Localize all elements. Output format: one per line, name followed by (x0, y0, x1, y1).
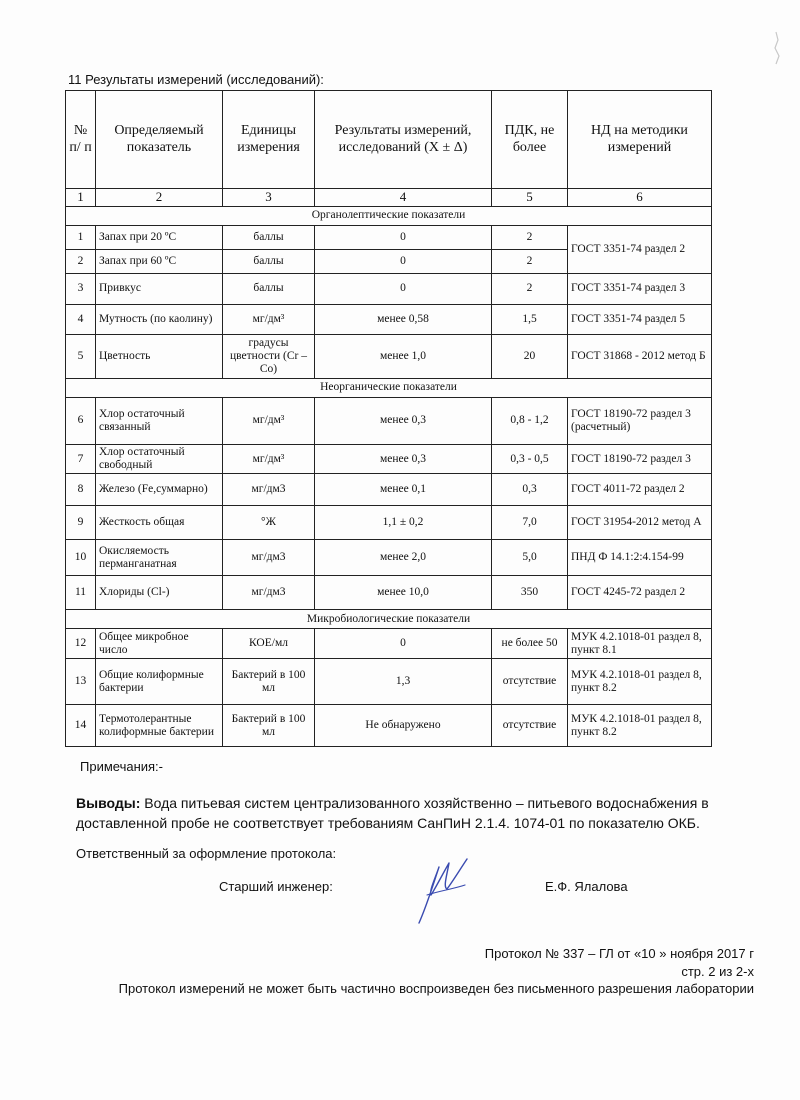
group-header-row (66, 378, 712, 397)
method-cell: МУК 4.2.1018-01 раздел 8, пункт 8.2 (568, 659, 712, 705)
responsible-label: Ответственный за оформление протокола: (76, 846, 337, 861)
result-cell: 0 (315, 225, 492, 249)
unit-cell: мг/дм3 (223, 540, 315, 576)
indicator-name: Общие колиформные бактерии (96, 659, 223, 705)
column-number: 6 (568, 189, 712, 207)
header-cell: Результаты измерений, исследований (X ± Δ) (315, 91, 492, 189)
pdk-cell: отсутствие (492, 705, 568, 747)
method-cell: ГОСТ 18190-72 раздел 3 (расчетный) (568, 397, 712, 444)
column-number-row (66, 189, 712, 207)
scan-artifact-icon (770, 30, 784, 66)
result-cell: 0 (315, 629, 492, 659)
result-cell: менее 0,1 (315, 474, 492, 506)
table-row (66, 273, 712, 304)
group-title: Микробиологические показатели (66, 610, 712, 629)
conclusion (76, 793, 726, 834)
notes-label: Примечания:- (80, 759, 163, 774)
indicator-name: Хлор остаточный свободный (96, 444, 223, 473)
unit-cell: °Ж (223, 506, 315, 540)
result-cell: 1,1 ± 0,2 (315, 506, 492, 540)
result-cell: менее 2,0 (315, 540, 492, 576)
group-title: Неорганические показатели (66, 378, 712, 397)
table-row (66, 629, 712, 659)
row-number: 12 (66, 629, 96, 659)
method-cell: МУК 4.2.1018-01 раздел 8, пункт 8.2 (568, 705, 712, 747)
result-cell: менее 0,58 (315, 304, 492, 334)
result-cell: Не обнаружено (315, 705, 492, 747)
conclusion-label: Выводы: (76, 795, 141, 811)
column-number: 1 (66, 189, 96, 207)
indicator-name: Мутность (по каолину) (96, 304, 223, 334)
method-cell: ГОСТ 3351-74 раздел 5 (568, 304, 712, 334)
group-header-row (66, 206, 712, 225)
result-cell: 0 (315, 249, 492, 273)
method-cell: ГОСТ 4245-72 раздел 2 (568, 576, 712, 610)
indicator-name: Окисляемость перманганатная (96, 540, 223, 576)
header-cell: № п/ п (66, 91, 96, 189)
row-number: 1 (66, 225, 96, 249)
header-cell: НД на методики измерений (568, 91, 712, 189)
results-table (65, 90, 712, 747)
table-row (66, 659, 712, 705)
column-number: 5 (492, 189, 568, 207)
unit-cell: мг/дм3 (223, 576, 315, 610)
unit-cell: мг/дм³ (223, 444, 315, 473)
indicator-name: Запах при 60 ºС (96, 249, 223, 273)
table-row (66, 397, 712, 444)
unit-cell: Бактерий в 100 мл (223, 659, 315, 705)
method-cell: ГОСТ 31868 - 2012 метод Б (568, 334, 712, 378)
row-number: 5 (66, 334, 96, 378)
header-cell: ПДК, не более (492, 91, 568, 189)
row-number: 10 (66, 540, 96, 576)
unit-cell: КОЕ/мл (223, 629, 315, 659)
pdk-cell: 2 (492, 225, 568, 249)
table-row (66, 474, 712, 506)
table-row (66, 304, 712, 334)
group-header-row (66, 610, 712, 629)
result-cell: менее 10,0 (315, 576, 492, 610)
pdk-cell: 0,3 (492, 474, 568, 506)
indicator-name: Железо (Fe,суммарно) (96, 474, 223, 506)
indicator-name: Хлориды (Cl-) (96, 576, 223, 610)
row-number: 11 (66, 576, 96, 610)
indicator-name: Привкус (96, 273, 223, 304)
pdk-cell: 2 (492, 249, 568, 273)
unit-cell: Бактерий в 100 мл (223, 705, 315, 747)
indicator-name: Хлор остаточный связанный (96, 397, 223, 444)
indicator-name: Запах при 20 ºС (96, 225, 223, 249)
unit-cell: мг/дм³ (223, 397, 315, 444)
row-number: 7 (66, 444, 96, 473)
method-cell: МУК 4.2.1018-01 раздел 8, пункт 8.1 (568, 629, 712, 659)
unit-cell: градусы цветности (Cr – Co) (223, 334, 315, 378)
result-cell: менее 1,0 (315, 334, 492, 378)
indicator-name: Цветность (96, 334, 223, 378)
method-cell: ГОСТ 4011-72 раздел 2 (568, 474, 712, 506)
table-row (66, 705, 712, 747)
row-number: 4 (66, 304, 96, 334)
row-number: 9 (66, 506, 96, 540)
result-cell: 0 (315, 273, 492, 304)
signatory-role: Старший инженер: (219, 879, 333, 894)
protocol-number: Протокол № 337 – ГЛ от «10 » ноября 2017 г (484, 946, 754, 961)
row-number: 8 (66, 474, 96, 506)
page-number: стр. 2 из 2-х (681, 963, 754, 979)
header-cell: Определяемый показатель (96, 91, 223, 189)
unit-cell: баллы (223, 273, 315, 304)
pdk-cell: 5,0 (492, 540, 568, 576)
indicator-name: Общее микробное число (96, 629, 223, 659)
signature-image (405, 855, 475, 927)
pdk-cell: отсутствие (492, 659, 568, 705)
table-header-row (66, 91, 712, 189)
disclaimer: Протокол измерений не может быть частично воспроизведен без письменного разрешения лаборатории (118, 981, 754, 997)
pdk-cell: 20 (492, 334, 568, 378)
section-title: 11 Результаты измерений (исследований): (68, 72, 324, 87)
pdk-cell: 0,8 - 1,2 (492, 397, 568, 444)
unit-cell: баллы (223, 225, 315, 249)
unit-cell: баллы (223, 249, 315, 273)
column-number: 4 (315, 189, 492, 207)
method-cell: ПНД Ф 14.1:2:4.154-99 (568, 540, 712, 576)
footer (119, 945, 754, 998)
unit-cell: мг/дм³ (223, 304, 315, 334)
result-cell: 1,3 (315, 659, 492, 705)
header-cell: Единицы измерения (223, 91, 315, 189)
row-number: 14 (66, 705, 96, 747)
pdk-cell: 1,5 (492, 304, 568, 334)
conclusion-text: Вода питьевая систем централизованного хозяйственно – питьевого водоснабжения в доставленной пробе не соответствует требованиям СанПиН 2.1.4. 1074-01 по показателю ОКБ. (76, 795, 709, 832)
table-row (66, 506, 712, 540)
row-number: 3 (66, 273, 96, 304)
row-number: 2 (66, 249, 96, 273)
pdk-cell: 7,0 (492, 506, 568, 540)
pdk-cell: 350 (492, 576, 568, 610)
result-cell: менее 0,3 (315, 397, 492, 444)
column-number: 2 (96, 189, 223, 207)
column-number: 3 (223, 189, 315, 207)
pdk-cell: 0,3 - 0,5 (492, 444, 568, 473)
table-row (66, 444, 712, 473)
pdk-cell: не более 50 (492, 629, 568, 659)
group-title: Органолептические показатели (66, 206, 712, 225)
method-cell: ГОСТ 18190-72 раздел 3 (568, 444, 712, 473)
table-row (66, 576, 712, 610)
result-cell: менее 0,3 (315, 444, 492, 473)
signatory-name: Е.Ф. Ялалова (545, 879, 628, 894)
method-cell: ГОСТ 3351-74 раздел 2 (568, 225, 712, 273)
table-row (66, 334, 712, 378)
indicator-name: Жесткость общая (96, 506, 223, 540)
unit-cell: мг/дм3 (223, 474, 315, 506)
method-cell: ГОСТ 31954-2012 метод А (568, 506, 712, 540)
indicator-name: Термотолерантные колиформные бактерии (96, 705, 223, 747)
table-row (66, 540, 712, 576)
row-number: 13 (66, 659, 96, 705)
table-row (66, 225, 712, 249)
pdk-cell: 2 (492, 273, 568, 304)
method-cell: ГОСТ 3351-74 раздел 3 (568, 273, 712, 304)
row-number: 6 (66, 397, 96, 444)
